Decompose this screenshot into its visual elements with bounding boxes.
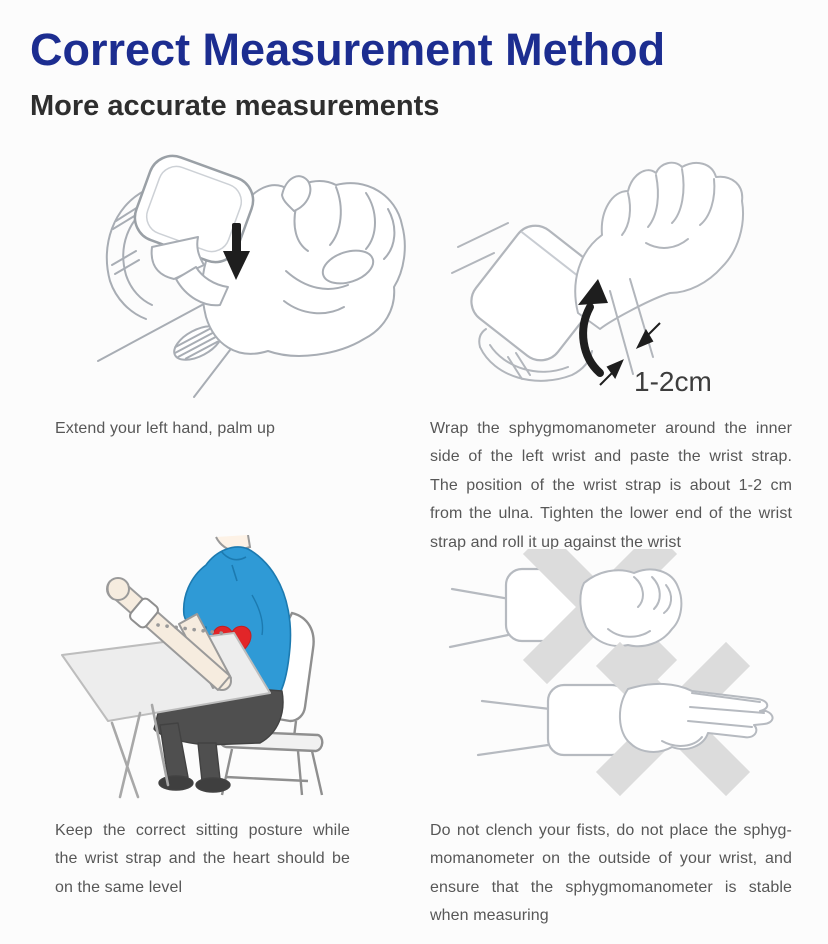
caption-line: on the same level: [55, 878, 183, 896]
incorrect-outer-wrist: [478, 642, 773, 796]
caption-line: momanometer on the outside of your wrist, and: [430, 850, 792, 868]
caption-line: Do not clench your fists, do not place the sphyg-: [430, 822, 792, 839]
palm-up-hand-illustration: [86, 147, 416, 402]
illustration-wrap-strap: [430, 147, 798, 407]
step-caption-1: [30, 407, 355, 535]
hand-outline: [575, 163, 743, 329]
gap-measurement-label: 1-2cm: [634, 366, 712, 397]
illustration-sitting-posture: [30, 535, 430, 817]
step-caption-3: [30, 817, 350, 931]
incorrect-usage-illustration: [448, 549, 808, 809]
wrist-strap-illustration: [450, 151, 810, 406]
incorrect-clenched-fist: [450, 549, 681, 684]
caption-line: strap and roll it up against the wrist: [430, 533, 682, 551]
page-subtitle: More accurate measurements: [30, 90, 440, 122]
page-title: Correct Measurement Method: [30, 24, 666, 75]
sitting-person-illustration: [56, 535, 396, 817]
steps-grid: [30, 147, 828, 931]
step-caption-4: [430, 817, 792, 931]
caption-line: from the ulna. Tighten the lower end of the wrist: [430, 505, 792, 523]
illustration-incorrect-usage: [430, 535, 798, 817]
caption-line: the wrist strap and the heart should be: [55, 850, 350, 868]
caption-line: ensure that the sphygmomanometer is stable: [430, 878, 792, 896]
caption-line: side of the left wrist and paste the wrist strap.: [430, 448, 792, 466]
caption-line: The position of the wrist strap is about 1-2 cm: [430, 476, 792, 494]
caption-line: Extend your left hand, palm up: [55, 420, 276, 437]
caption-line: Wrap the sphygmomanometer around the inner: [430, 420, 792, 437]
illustration-extend-hand: [30, 147, 430, 407]
step-caption-2: [430, 407, 792, 551]
caption-line: when measuring: [430, 907, 549, 925]
caption-line: Keep the correct sitting posture while: [55, 822, 350, 839]
